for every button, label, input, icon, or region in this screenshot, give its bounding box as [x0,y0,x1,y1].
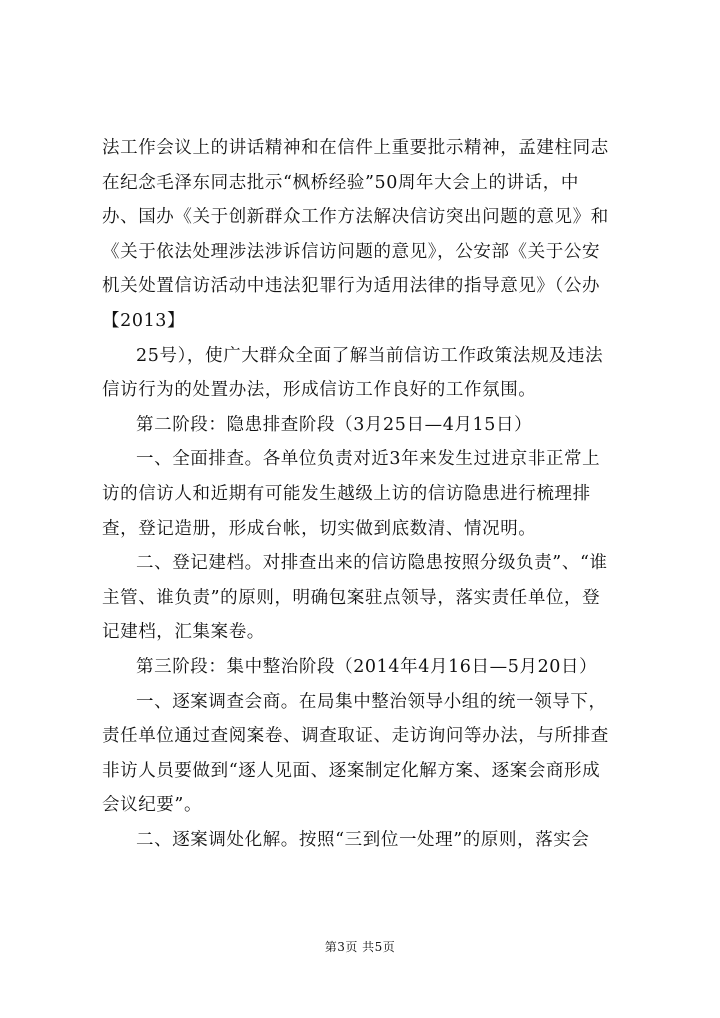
body-line: 会议纪要”。 [102,795,203,816]
body-line: 非访人员要做到“逐人见面、逐案制定化解方案、逐案会商形成 [102,760,601,781]
body-line: 二、登记建档。对排查出来的信访隐患按照分级负责”、“谁 [136,553,608,574]
body-line: 查，登记造册，形成台帐，切实做到底数清、情况明。 [102,518,537,539]
body-line: 【2013】 [102,310,186,331]
body-line: 一、逐案调查会商。在局集中整治领导小组的统一领导下， [136,691,607,712]
body-line: 访的信访人和近期有可能发生越级上访的信访隐患进行梳理排 [102,483,591,504]
body-line: 主管、谁负责”的原则，明确包案驻点领导，落实责任单位，登 [102,587,601,608]
body-line: 《关于依法处理涉法涉诉信访问题的意见》，公安部《关于公安 [102,241,601,262]
body-line: 责任单位通过查阅案卷、调查取证、走访询问等办法，与所排查 [102,726,609,747]
body-line: 办、国办《关于创新群众工作方法解决信访突出问题的意见》和 [102,207,609,228]
body-line: 信访行为的处置办法，形成信访工作良好的工作氛围。 [102,380,537,401]
body-line: 机关处置信访活动中违法犯罪行为适用法律的指导意见》（公办 [102,276,601,297]
section-heading: 第三阶段：集中整治阶段（2014年4月16日—5月20日） [136,656,598,677]
body-line: 法工作会议上的讲话精神和在信件上重要批示精神，孟建柱同志 [102,138,609,158]
section-heading: 第二阶段：隐患排查阶段（3月25日—4月15日） [136,414,533,435]
body-line: 在纪念毛泽东同志批示“枫桥经验”50周年大会上的讲话，中 [102,172,579,193]
page-number-footer: 第3页 共5页 [324,940,396,954]
body-line: 二、逐案调处化解。按照“三到位一处理”的原则，落实会 [136,829,590,850]
body-line: 25号），使广大群众全面了解当前信访工作政策法规及违法 [136,345,604,366]
body-line: 一、全面排查。各单位负责对近3年来发生过进京非正常上 [136,449,601,470]
body-line: 记建档，汇集案卷。 [102,622,265,643]
document-body [102,131,622,857]
